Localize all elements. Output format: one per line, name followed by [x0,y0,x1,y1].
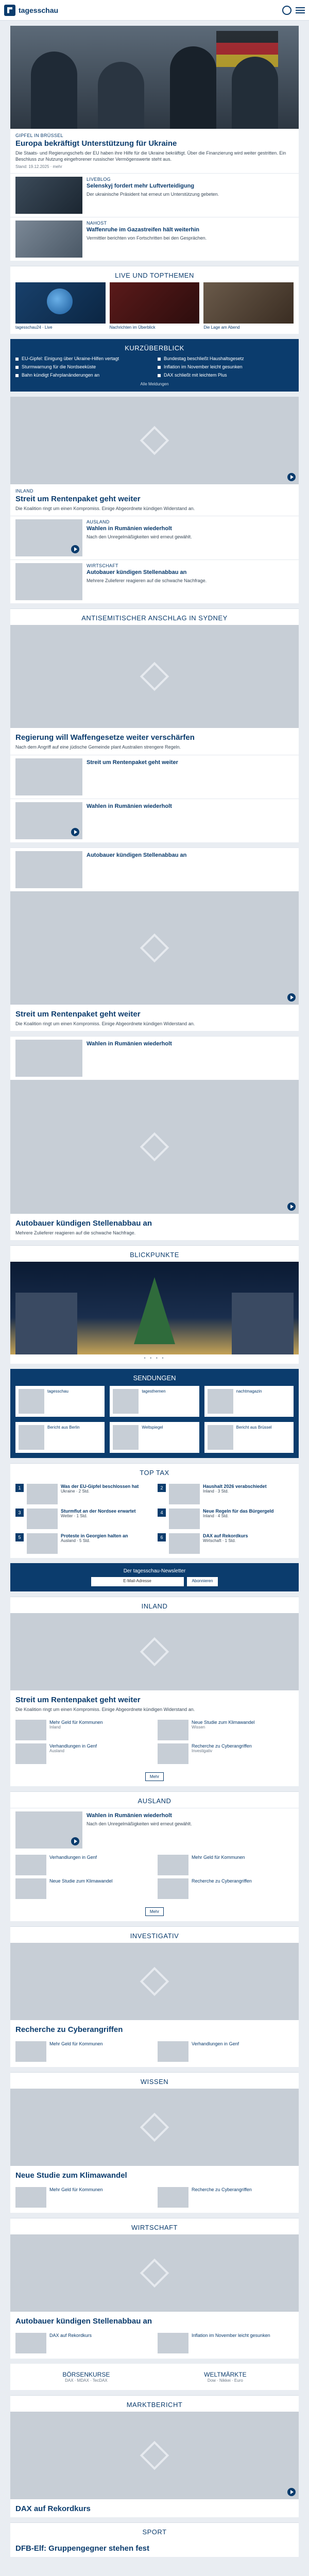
story-image [10,891,299,1005]
brief-text: EU-Gipfel: Einigung über Ukraine-Hilfen vertagt [22,356,119,362]
story-teaser: Die Koalition ringt um einen Kompromiss. Einige Abgeordnete kündigen Widerstand an. [15,506,195,512]
top-item[interactable]: 4 Neue Regeln für das Bürgergeld Inland · 4 Std. [158,1509,294,1529]
story-block[interactable] [10,1036,299,1240]
top-item[interactable]: 1 Was der EU-Gipfel beschlossen hat Ukraine · 2 Std. [15,1484,151,1504]
item-headline[interactable]: Wahlen in Rumänien wiederholt [87,1812,172,1819]
sendung-card[interactable] [110,1422,199,1453]
top-meta: Inland · 3 Std. [203,1488,229,1494]
list-item[interactable] [158,1878,294,1899]
story-image [10,2412,299,2499]
bullet-icon [15,358,19,361]
story-headline[interactable]: Autobauer kündigen Stellenabbau an [15,2316,152,2326]
live-card[interactable] [110,282,200,330]
item-headline: Verhandlungen in Genf [192,2041,239,2046]
newsletter-title: Der tagesschau-Newsletter [123,1568,186,1574]
story-headline[interactable]: Regierung will Waffengesetze weiter verschärfen [15,733,195,742]
top-headline: DAX auf Rekordkurs [203,1533,248,1538]
story-headline[interactable]: Streit um Rentenpaket geht weiter [15,1695,141,1704]
top-item[interactable]: 5 Proteste in Georgien halten an Ausland · 5 Std. [15,1533,151,1554]
marktbericht-section [10,2395,299,2517]
sendung-card[interactable] [110,1386,199,1417]
item-headline[interactable]: Autobauer kündigen Stellenabbau an [87,852,187,858]
list-item[interactable] [10,217,299,261]
list-item[interactable] [10,1036,299,1080]
item-headline[interactable]: Wahlen in Rumänien wiederholt [87,526,172,532]
sendungen-section [10,1369,299,1458]
top-item[interactable]: 2 Haushalt 2026 verabschiedet Inland · 3 Std. [158,1484,294,1504]
top-item[interactable]: 3 Sturmflut an der Nordsee erwartet Wetter · 1 Std. [15,1509,151,1529]
story-image [10,1943,299,2020]
story-image [10,397,299,484]
brief-text: Inflation im November leicht gesunken [164,364,243,370]
list-item[interactable] [158,2333,294,2353]
weltmaerkte-link[interactable] [204,2371,246,2383]
play-icon[interactable] [287,1202,296,1211]
item-headline[interactable]: Autobauer kündigen Stellenabbau an [87,569,187,576]
story-image [10,1080,299,1214]
item-headline: Mehr Geld für Kommunen [49,2041,103,2046]
brief-item[interactable] [15,372,151,378]
sendung-card[interactable] [204,1422,294,1453]
email-field[interactable]: E-Mail-Adresse [91,1577,184,1586]
item-topline: LIVEBLOG [87,177,111,182]
markets-left-label: BÖRSENKURSE [62,2370,110,2378]
brief-text: DAX schließt mit leichtem Plus [164,372,227,378]
tagesschau-logo-icon [4,5,15,16]
item-headline: Recherche zu Cyberangriffen [192,1878,252,1884]
sendung-card[interactable] [204,1386,294,1417]
bullet-icon [15,366,19,369]
more-button[interactable]: Mehr [145,1772,164,1781]
lead-topline: GIPFEL IN BRÜSSEL [15,133,63,138]
list-item[interactable] [10,848,299,891]
story-block[interactable] [10,848,299,1031]
story-image [10,2234,299,2312]
section-title: WIRTSCHAFT [10,2218,299,2234]
sendung-card[interactable] [15,1386,105,1417]
list-item[interactable] [15,1855,151,1875]
list-item[interactable] [10,755,299,799]
item-headline: Recherche zu Cyberangriffen [192,1743,252,1749]
list-item[interactable] [158,2041,294,2062]
item-meta: Investigativ [192,1748,213,1753]
top-headline: Haushalt 2026 verabschiedet [203,1483,267,1489]
list-item[interactable] [10,560,299,603]
section-title: SPORT [10,2522,299,2539]
section-title: INLAND [10,1597,299,1613]
top-headline: Sturmflut an der Nordsee erwartet [61,1508,136,1514]
boersenkurse-link[interactable] [62,2371,110,2383]
play-icon[interactable] [287,2488,296,2496]
story-teaser: Die Koalition ringt um einen Kompromiss. Einige Abgeordnete kündigen Widerstand an. [15,1706,195,1712]
story-block[interactable] [10,397,299,603]
menu-icon[interactable] [296,7,305,13]
story-headline[interactable]: Neue Studie zum Klimawandel [15,2171,127,2180]
list-item[interactable] [10,173,299,217]
play-icon[interactable] [71,828,79,836]
section-title: TOP TAX [10,1463,299,1480]
sydney-section [10,608,299,842]
bullet-icon [15,374,19,377]
item-headline: Mehr Geld für Kommunen [192,1854,245,1860]
item-headline[interactable]: Streit um Rentenpaket geht weiter [87,759,178,766]
list-item[interactable] [15,1878,151,1899]
thumbnail [15,1040,82,1077]
bullet-icon [158,366,161,369]
top-meta: Ausland · 5 Std. [61,1538,90,1543]
item-teaser: Mehrere Zulieferer reagieren auf die schwache Nachfrage. [87,578,207,584]
top-meta: Inland · 4 Std. [203,1513,229,1518]
list-item[interactable] [15,1743,151,1764]
list-item[interactable] [158,2187,294,2208]
live-caption: tagesschau24 · Live [15,325,53,330]
newsletter-box [10,1563,299,1591]
story-topline: INLAND [15,488,33,494]
thumbnail [15,851,82,888]
live-card[interactable] [15,282,106,330]
subscribe-button[interactable]: Abonnieren [187,1577,218,1586]
brief-text: Bundestag beschließt Haushaltsgesetz [164,356,244,362]
sendung-label: Bericht aus Brüssel [236,1425,272,1430]
brief-text: Bahn kündigt Fahrplanänderungen an [22,372,100,378]
story-teaser: Nach dem Angriff auf eine jüdische Gemeinde plant Australien strengere Regeln. [15,744,181,750]
play-icon[interactable] [71,545,79,553]
live-card[interactable] [203,282,294,330]
section-title: ANTISEMITISCHER ANSCHLAG IN SYDNEY [10,608,299,625]
list-item[interactable] [15,2041,151,2062]
sendung-label: nachtmagazin [236,1388,262,1394]
top-meta: Ukraine · 2 Std. [61,1488,90,1494]
play-icon[interactable] [287,473,296,481]
item-headline[interactable]: Waffenruhe im Gazastreifen hält weiterhin [87,227,200,233]
story-headline[interactable]: Recherche zu Cyberangriffen [15,2025,123,2034]
list-item[interactable] [10,1808,299,1852]
brief-item[interactable] [158,364,294,369]
thumbnail [15,221,82,258]
item-headline[interactable]: Wahlen in Rumänien wiederholt [87,1040,172,1047]
thumbnail [15,1811,82,1849]
story-headline[interactable]: Streit um Rentenpaket geht weiter [15,495,141,504]
section-title: KURZÜBERBLICK [125,344,184,352]
top-meta: Wetter · 1 Std. [61,1513,88,1518]
sendung-label: tagesthemen [142,1388,166,1394]
brief-more-link[interactable]: Alle Meldungen [140,382,169,387]
section-title: AUSLAND [10,1791,299,1808]
list-item[interactable] [10,516,299,560]
list-item[interactable] [15,2333,151,2353]
top-section [10,1463,299,1558]
carousel-dots[interactable]: • • • • [144,1355,165,1361]
item-meta: Inland [49,1724,61,1730]
section-title: SENDUNGEN [133,1374,176,1382]
item-meta: Wissen [192,1724,205,1730]
item-headline: Mehr Geld für Kommunen [49,2187,103,2192]
item-headline: DAX auf Rekordkurs [49,2332,92,2338]
sendung-label: tagesschau [47,1388,68,1394]
brief-item[interactable] [15,364,151,369]
top-meta: Wirtschaft · 1 Std. [203,1538,236,1543]
section-title: INVESTIGATIV [10,1926,299,1943]
site-header [0,0,309,21]
list-item[interactable] [10,799,299,842]
play-icon[interactable] [287,993,296,1002]
bullet-icon [158,358,161,361]
story-headline[interactable]: Autobauer kündigen Stellenabbau an [15,1218,152,1228]
lead-image [10,26,299,129]
item-headline: Neue Studie zum Klimawandel [49,1878,113,1884]
story-headline[interactable]: DFB-Elf: Gruppengegner stehen fest [15,2544,150,2553]
item-teaser: Nach den Unregelmäßigkeiten wird erneut gewählt. [87,1821,192,1826]
investigativ-section [10,1926,299,2067]
story-teaser: Mehrere Zulieferer reagieren auf die schwache Nachfrage. [15,1230,136,1235]
top-headline: Proteste in Georgien halten an [61,1533,128,1538]
logo-text: tagesschau [19,6,59,14]
item-headline: Inflation im November leicht gesunken [192,2332,270,2338]
story-image [10,625,299,728]
markets-right-sub: Dow · Nikkei · Euro [207,2378,243,2383]
item-topline: AUSLAND [87,519,110,525]
story-image [10,1613,299,1690]
top-item[interactable]: 6 DAX auf Rekordkurs Wirtschaft · 1 Std. [158,1533,294,1554]
brief-item[interactable] [158,356,294,361]
ausland-section [10,1791,299,1921]
list-item[interactable] [158,1720,294,1740]
search-icon[interactable] [282,6,291,15]
thumbnail [15,758,82,795]
live-caption: Die Lage am Abend [203,325,240,330]
story-headline[interactable]: DAX auf Rekordkurs [15,2504,91,2513]
live-section [10,266,299,334]
more-button[interactable]: Mehr [145,1907,164,1916]
inland-section [10,1597,299,1786]
story-headline[interactable]: Streit um Rentenpaket geht weiter [15,1009,141,1019]
lead-headline[interactable]: Europa bekräftigt Unterstützung für Ukraine [15,139,177,148]
markets-right-label: WELTMÄRKTE [204,2370,247,2378]
section-title: WISSEN [10,2072,299,2089]
thumbnail [15,519,82,556]
section-title: MARKTBERICHT [10,2395,299,2412]
item-teaser: Vermittler berichten von Fortschritten bei den Gesprächen. [87,235,207,241]
thumbnail [15,177,82,214]
sendung-card[interactable] [15,1422,105,1453]
story-image [10,2089,299,2166]
sendung-label: Bericht aus Berlin [47,1425,80,1430]
item-headline: Verhandlungen in Genf [49,1743,97,1749]
item-headline: Recherche zu Cyberangriffen [192,2187,252,2192]
item-meta: Ausland [49,1748,64,1753]
sport-section [10,2522,299,2557]
item-headline[interactable]: Wahlen in Rumänien wiederholt [87,803,172,809]
brief-item[interactable] [15,356,151,361]
item-teaser: Nach den Unregelmäßigkeiten wird erneut gewählt. [87,534,192,540]
thumbnail [15,563,82,600]
list-item[interactable] [15,2187,151,2208]
item-headline: Mehr Geld für Kommunen [49,1719,103,1725]
brief-section [10,339,299,392]
item-headline[interactable]: Selenskyj fordert mehr Luftverteidigung [87,183,195,190]
brief-item[interactable] [158,372,294,378]
wirtschaft-section [10,2218,299,2359]
sendung-label: Weltspiegel [142,1425,163,1430]
bullet-icon [158,374,161,377]
lead-meta: Stand: 19.12.2025 · mehr [15,164,62,170]
section-title: BLICKPUNKTE [10,1245,299,1262]
item-teaser: Der ukrainische Präsident hat erneut um Unterstützung gebeten. [87,192,219,197]
lead-story[interactable] [10,26,299,261]
blickpunkt-photo[interactable] [10,1262,299,1354]
play-icon[interactable] [71,1837,79,1845]
item-topline: WIRTSCHAFT [87,563,118,569]
section-title: LIVE UND TOPTHEMEN [10,266,299,282]
markets-left-sub: DAX · MDAX · TecDAX [65,2378,108,2383]
item-topline: NAHOST [87,221,107,226]
story-teaser: Die Koalition ringt um einen Kompromiss. Einige Abgeordnete kündigen Widerstand an. [15,1021,195,1026]
list-item[interactable] [158,1743,294,1764]
list-item[interactable] [15,1720,151,1740]
lead-teaser: Die Staats- und Regierungschefs der EU haben ihre Hilfe für die Ukraine bekräftigt. Über die Finanzierung wird weiter gestritten. Ein Beschluss zur Nutzung eingefrorener russischer Vermögenswerte steht aus. [15,150,286,162]
thumbnail [15,802,82,839]
top-headline: Neue Regeln für das Bürgergeld [203,1508,274,1514]
logo[interactable] [4,5,58,16]
item-headline: Verhandlungen in Genf [49,1854,97,1860]
item-headline: Neue Studie zum Klimawandel [192,1719,255,1725]
live-caption: Nachrichten im Überblick [109,325,156,330]
top-headline: Was der EU-Gipfel beschlossen hat [61,1483,139,1489]
blickpunkte-section [10,1245,299,1364]
brief-text: Sturmwarnung für die Nordseeküste [22,364,96,370]
markets-bar [10,2364,299,2390]
list-item[interactable] [158,1855,294,1875]
wissen-section [10,2072,299,2213]
